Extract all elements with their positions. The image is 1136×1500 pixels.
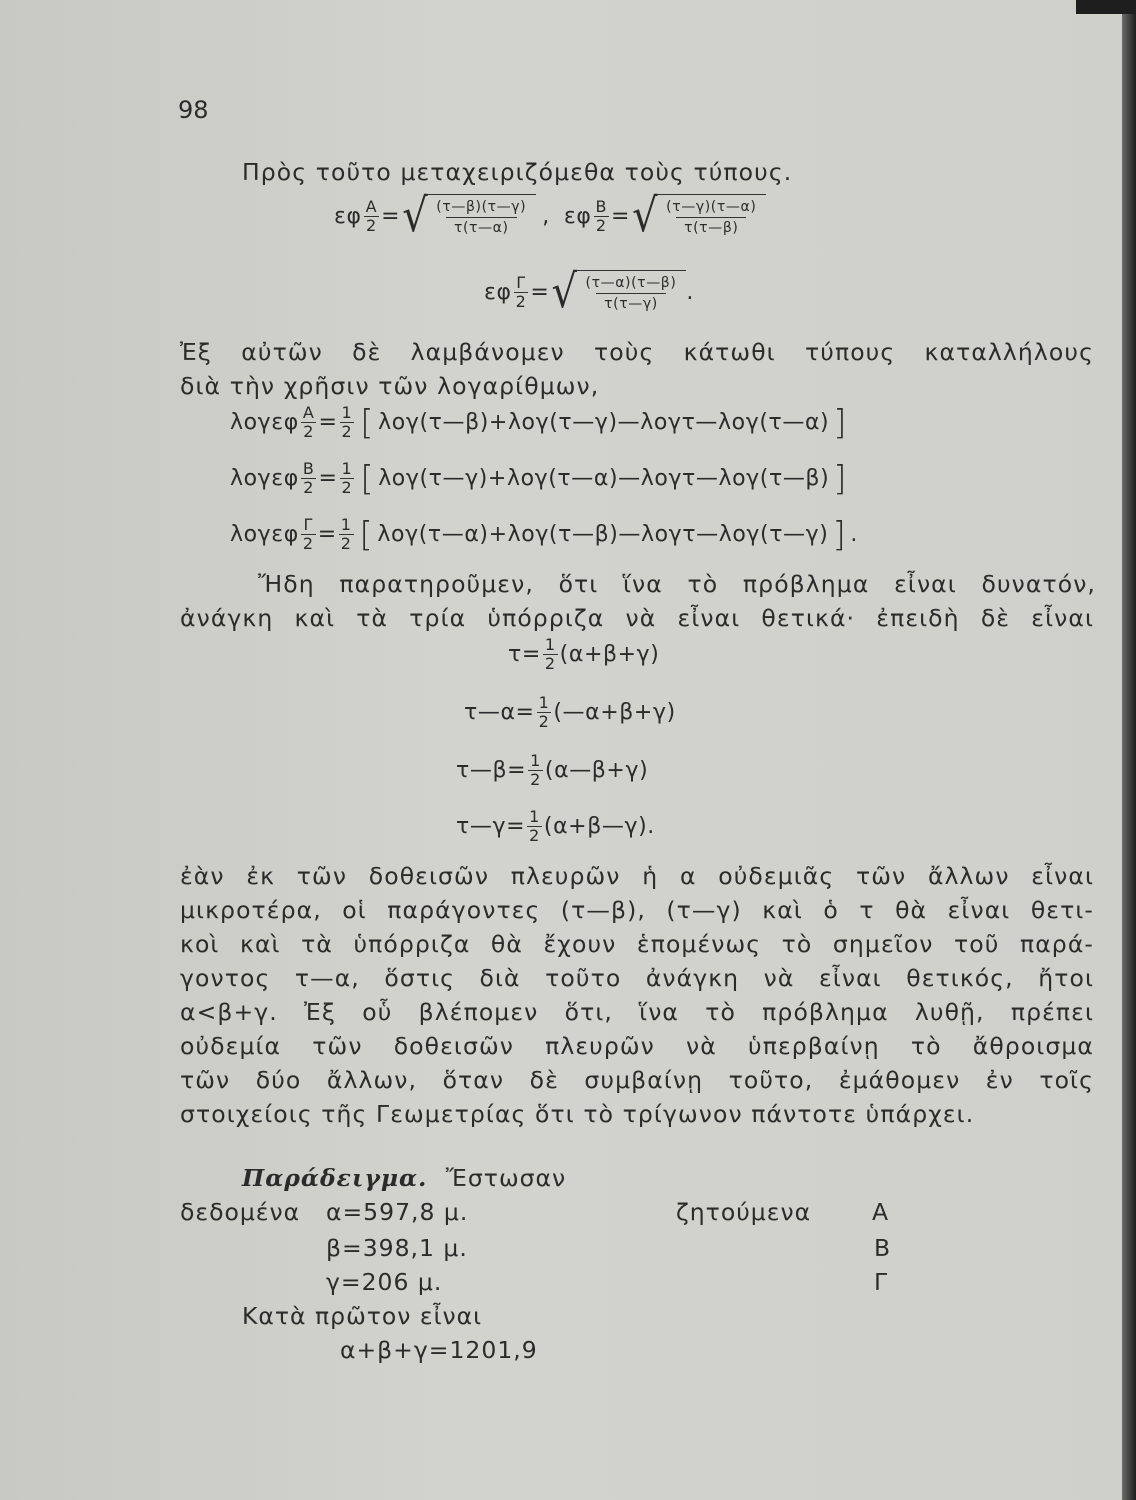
para4-line8: στοιχείοις τῆς Γεωμετρίας ὅτι τὸ τρίγωνον πάντοτε ὑπάρχει.	[180, 1100, 975, 1128]
formula-tan-A: εφ $\frac{A}{2}$ = √ $\frac{(\tau—\beta)(\tau—\gamma)}{\tau(\tau—\alpha)}$ , εφ $\frac{B}{2}$ = √ $\frac{(\tau—\gamma)(\tau—\alpha)}{\tau(\tau—\beta)}$	[334, 194, 766, 238]
para4-line2: μικροτέρα, οἱ παράγοντες (τ—β), (τ—γ) καὶ ὁ τ θὰ εἶναι θετι-	[180, 896, 1094, 924]
para2-line1: Ἐξ αὐτῶν δὲ λαμβάνομεν τοὺς κάτωθι τύπους καταλλήλους	[180, 338, 1094, 366]
tau-eq-4: τ—γ= $\frac{1}{2}$ (α+β—γ).	[456, 807, 655, 845]
para4-line7: τῶν δύο ἄλλων, ὅταν δὲ συμβαίνῃ τοῦτο, ἐμάθομεν ἐν τοῖς	[180, 1066, 1094, 1094]
tau-eq-2: τ—α= $\frac{1}{2}$ (—α+β+γ)	[464, 693, 676, 731]
example-title: Παράδειγμα.	[242, 1164, 428, 1192]
para3-line2: ἀνάγκη καὶ τὰ τρία ὑπόρριζα νὰ εἶναι θετικά· ἐπειδὴ δὲ εἶναι	[180, 604, 1094, 632]
sum-line: α+β+γ=1201,9	[340, 1336, 538, 1364]
para4-line1: ἐὰν ἐκ τῶν δοθεισῶν πλευρῶν ἡ α οὐδεμιᾶς τῶν ἄλλων εἶναι	[180, 862, 1094, 890]
tau-eq-1: τ= $\frac{1}{2}$ (α+β+γ)	[508, 635, 660, 673]
para2-line2: διὰ τὴν χρῆσιν τῶν λογαρίθμων,	[180, 372, 600, 400]
page-number: 98	[178, 96, 209, 124]
given-a: α=597,8 μ.	[326, 1198, 469, 1226]
para4-line6: οὐδεμία τῶν δοθεισῶν πλευρῶν νὰ ὑπερβαίνῃ τὸ ἄθροισμα	[180, 1032, 1094, 1060]
given-label: δεδομένα	[180, 1198, 301, 1226]
given-b: β=398,1 μ.	[326, 1234, 468, 1262]
sqrt-sign: √	[551, 265, 578, 319]
para4-line3: κοὶ καὶ τὰ ὑπόρριζα θὰ ἔχουν ἑπομένως τὸ σημεῖον τοῦ παρά-	[180, 930, 1094, 958]
log-formula-B: λογεφ $\frac{B}{2}$ = $\frac{1}{2}$ [ λογ(τ—γ)+λογ(τ—α)—λογτ—λογ(τ—β) ]	[230, 458, 848, 499]
page-corner-shadow	[1076, 0, 1136, 14]
log-formula-G: λογεφ $\frac{\Gamma}{2}$ = $\frac{1}{2}$ [ λογ(τ—α)+λογ(τ—β)—λογτ—λογ(τ—γ) ] .	[230, 514, 858, 555]
first-line: Κατὰ πρῶτον εἶναι	[242, 1302, 483, 1330]
intro-line: Πρὸς τοῦτο μεταχειριζόμεθα τοὺς τύπους.	[242, 158, 793, 186]
sought-A: Α	[872, 1198, 890, 1226]
para4-line4: γοντος τ—α, ὅστις διὰ τοῦτο ἀνάγκη νὰ εἶναι θετικός, ἤτοι	[180, 964, 1094, 992]
sqrt-sign: √	[402, 189, 429, 243]
sought-label: ζητούμενα	[676, 1198, 812, 1226]
tau-eq-3: τ—β= $\frac{1}{2}$ (α—β+γ)	[456, 751, 649, 789]
sqrt-sign: √	[632, 189, 659, 243]
log-formula-A: λογεφ $\frac{A}{2}$ = $\frac{1}{2}$ [ λογ(τ—β)+λογ(τ—γ)—λογτ—λογ(τ—α) ]	[230, 402, 848, 443]
given-g: γ=206 μ.	[326, 1268, 443, 1296]
page-edge-shadow	[1122, 0, 1136, 1500]
sought-G: Γ	[874, 1268, 889, 1296]
formula-tan-G: εφ $\frac{\Gamma}{2}$ = √ $\frac{(\tau—\alpha)(\tau—\beta)}{\tau(\tau—\gamma)}$ .	[484, 265, 694, 319]
para3-line1: Ἤδη παρατηροῦμεν, ὅτι ἵνα τὸ πρόβλημα εἶναι δυνατόν,	[258, 570, 1096, 598]
example-heading: Παράδειγμα. Ἔστωσαν	[242, 1164, 567, 1192]
para4-line5: α<β+γ. Ἐξ οὗ βλέπομεν ὅτι, ἵνα τὸ πρόβλημα λυθῇ, πρέπει	[180, 998, 1094, 1026]
sought-B: Β	[874, 1234, 892, 1262]
